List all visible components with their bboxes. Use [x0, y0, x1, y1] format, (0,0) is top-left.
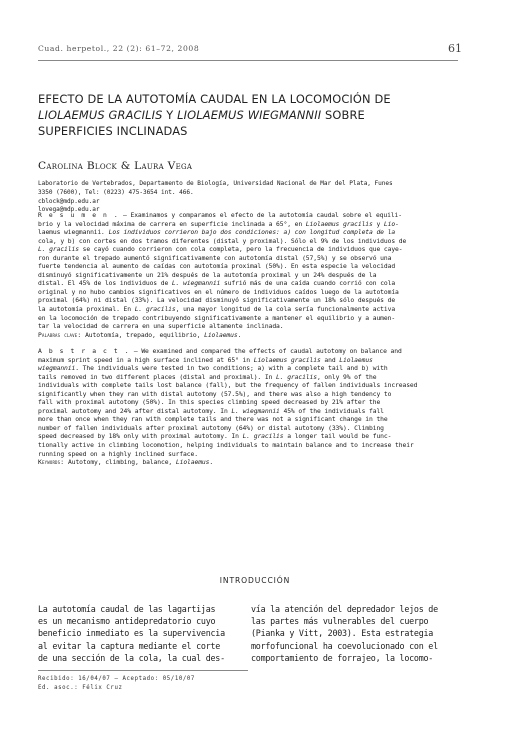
text-run: number of fallen individuals after proximal autotomy (64%) or distal autotomy (33%). Climbing	[38, 424, 384, 432]
abstract-line	[38, 246, 462, 255]
body-text-line: las partes más vulnerables del cuerpo	[251, 616, 429, 627]
body-text-line: morfofuncional ha coevolucionado con el	[251, 640, 438, 651]
keywords-label: Keywords:	[38, 459, 65, 467]
species-name: L. gracilis	[276, 373, 317, 381]
intro-column-left	[38, 603, 252, 664]
species-name: Lio-	[383, 220, 399, 228]
text-run: laemus wiegmannii	[38, 229, 102, 237]
text-run: brio y la velocidad máxima de carrera en superficie inclinada a 65°, en	[38, 220, 306, 228]
text-run: tar la velocidad de carrera en una superficie altamente inclinada.	[38, 323, 284, 331]
abstract-line	[38, 433, 462, 442]
text-run: and	[320, 356, 340, 364]
text-run: cola, y b) con cortes en dos tramos diferentes (distal y proximal). Sólo el 9% de los individuos de	[38, 237, 407, 245]
body-text-line: beneficio inmediato es la supervivencia	[38, 628, 225, 639]
abstract-lead: A b s t r a c t .	[38, 348, 131, 355]
species-name: wiegmannii	[38, 365, 76, 373]
text-run: Autotomy, climbing, balance,	[64, 459, 176, 467]
text-run: 45% of the individuals fall	[279, 407, 384, 415]
species-name: L. wiegmannii	[231, 407, 280, 415]
species-name: Liolaemus gracilis	[305, 220, 373, 228]
abstract-line	[38, 221, 462, 230]
keywords-label: Palabras clave:	[38, 331, 82, 339]
resumen	[38, 212, 462, 340]
abstract-line	[38, 408, 462, 417]
abstract-line	[38, 255, 462, 264]
title-line-1: EFECTO DE LA AUTOTOMÍA CAUDAL EN LA LOCOMOCIÓN DE	[38, 92, 391, 106]
footnote-rule	[38, 670, 248, 671]
abstract-line	[38, 399, 462, 408]
text-run: y	[372, 220, 384, 228]
text-run: — Examinamos y comparamos el efecto de la autotomía caudal sobre el equili-	[123, 212, 402, 219]
text-run: significantly when they ran with distal autotomy (57.5%), and there was also a high tendency to	[38, 390, 392, 398]
author-email: cblock@mdp.edu.ar	[38, 197, 100, 205]
species-name: . Los individuos corrieron bajo dos condiciones: a) con longitud completa de la	[101, 229, 396, 237]
text-run: la autotomía proximal. En	[38, 306, 135, 314]
title-species-2: LIOLAEMUS WIEGMANNII	[177, 108, 322, 122]
text-run: a longer tail would be func-	[283, 433, 392, 441]
text-run: se cayó cuando corrieron con cola completa, pero la frecuencia de individuos que caye-	[78, 246, 403, 254]
text-run: more than once when they ran with complete tails and there was not a significant change in the	[38, 416, 388, 424]
abstract-line	[38, 365, 462, 374]
page-number: 61	[448, 42, 462, 55]
abstract-line	[38, 315, 462, 324]
species-name: L. gracilis	[242, 433, 284, 441]
text-run: Autotomía, trepado, equilibrio,	[81, 331, 205, 339]
body-text-line: La autotomía caudal de las lagartijas	[38, 604, 216, 614]
text-run: distal. El 45% de los individuos de	[38, 280, 172, 288]
text-run: original y no hubo cambios significativos en el número de individuos caídos luego de la autotomía	[38, 288, 399, 296]
text-run: ron durante el trepado aumentó significativamente con autotomía distal (57,5%) y se observó una	[38, 254, 392, 262]
body-text-line: al evitar la captura mediante el corte	[38, 640, 221, 651]
species-name: L. gracilis	[38, 246, 79, 254]
abstract-line	[38, 374, 462, 383]
affiliation-line: 3350 (7600), Tel: (0223) 475-3654 int. 466.	[38, 188, 194, 196]
abstract-line	[38, 212, 462, 221]
keywords-line	[38, 332, 462, 341]
abstract-line	[38, 297, 462, 306]
authors: Carolina Block & Laura Vega	[38, 160, 193, 172]
body-text-line: es un mecanismo antidepredatorio cuyo	[38, 616, 216, 627]
text-run: tails removed in two different places (distal and proximal). In	[38, 373, 277, 381]
abstract-line	[38, 416, 462, 425]
title-line-3: SUPERFICIES INCLINADAS	[38, 124, 188, 138]
text-run: proximal autotomy and 24% after distal autotomy. In	[38, 407, 232, 415]
received-dates: Recibido: 16/04/07 — Aceptado: 05/10/07	[38, 676, 195, 682]
abstract-line	[38, 382, 462, 391]
text-run: — We examined and compared the effects of caudal autotomy on balance and	[133, 348, 402, 355]
abstract-lead: R e s u m e n .	[38, 212, 120, 219]
abstract-line	[38, 323, 462, 332]
text-run: , una mayor longitud de la cola sería funcionalmente activa	[175, 306, 396, 314]
title-species-1: LIOLAEMUS GRACILIS	[38, 108, 163, 122]
body-text-line: (Pianka y Vitt, 2003). Esta estrategia	[251, 628, 434, 639]
species-name: Liolaemus gracilis	[253, 356, 321, 364]
title-line-2-end: SOBRE	[321, 108, 365, 122]
abstract-line	[38, 238, 462, 247]
section-heading-introduccion: INTRODUCCIÓN	[219, 576, 291, 585]
abstract-line	[38, 280, 462, 289]
footnotes	[38, 675, 195, 693]
text-run: proximal (64%) ni distal (33%). La velocidad disminuyó significativamente un 18% sólo después de	[38, 297, 396, 305]
text-run: . The individuals were tested in two conditions; a) with a complete tail and b) with	[75, 365, 388, 373]
title-line-2	[38, 107, 468, 123]
text-run: .	[237, 331, 242, 339]
text-run: fall with proximal autotomy (50%). In this species climbing speed decreased by 21% after the	[38, 399, 381, 407]
abstract-line	[38, 229, 462, 238]
text-run: disminuyó significativamente un 21% después de la autotomía proximal y un 24% después de la	[38, 271, 377, 279]
abstract-line	[38, 348, 462, 357]
running-head: Cuad. herpetol., 22 (2): 61–72, 2008	[38, 44, 200, 53]
text-run: running speed on a highly inclined surface.	[38, 450, 198, 458]
text-run: fuerte tendencia al aumento de caídas con autotomía proximal (50%). En esta especie la velocidad	[38, 263, 396, 271]
body-text-line: vía la atención del depredador lejos de	[251, 604, 438, 614]
header-rule	[38, 60, 458, 61]
text-run: .	[209, 459, 214, 467]
text-run: , only 9% of the	[316, 373, 377, 381]
title-join: Y	[162, 108, 178, 122]
species-name: Liolaemus	[204, 331, 238, 339]
text-run: sufrió más de una caída cuando corrió con cola	[220, 280, 396, 288]
keywords-line	[38, 459, 462, 468]
text-run: speed decreased by 18% only with proximal autotomy. In	[38, 433, 243, 441]
abstract-line	[38, 391, 462, 400]
species-name: L. gracilis	[134, 306, 176, 314]
text-run: maximum sprint speed in a high surface inclined at 65° in	[38, 356, 254, 364]
text-run: individuals with complete tails lost balance (fall), but the frequency of fallen individuals increased	[38, 382, 418, 390]
abstract-line	[38, 451, 462, 460]
species-name: L. wiegmannii	[171, 280, 221, 288]
intro-column-right	[251, 603, 465, 664]
abstract-line	[38, 442, 462, 451]
associate-editor: Ed. asoc.: Félix Cruz	[38, 685, 123, 691]
article-title	[38, 91, 468, 139]
abstract	[38, 348, 462, 468]
species-name: Liolaemus	[339, 356, 373, 364]
text-run: en la locomoción de trepado contribuyendo significativamente a mantener el equilibrio y a aumen-	[38, 314, 396, 322]
abstract-line	[38, 357, 462, 366]
abstract-line	[38, 306, 462, 315]
body-text-line: de una sección de la cola, la cual des-	[38, 652, 225, 663]
species-name: Liolaemus	[175, 459, 210, 467]
author-email: lovega@mdp.edu.ar	[38, 206, 100, 214]
affiliation	[38, 180, 462, 215]
abstract-line	[38, 263, 462, 272]
body-text-line: comportamiento de forrajeo, la locomo-	[251, 652, 434, 663]
text-run: tionally active in climbing locomotion, helping individuals to maintain balance and to increase their	[38, 442, 414, 450]
abstract-line	[38, 425, 462, 434]
affiliation-line: Laboratorio de Vertebrados, Departamento de Biología, Universidad Nacional de Mar del Plata, Funes	[38, 180, 393, 187]
